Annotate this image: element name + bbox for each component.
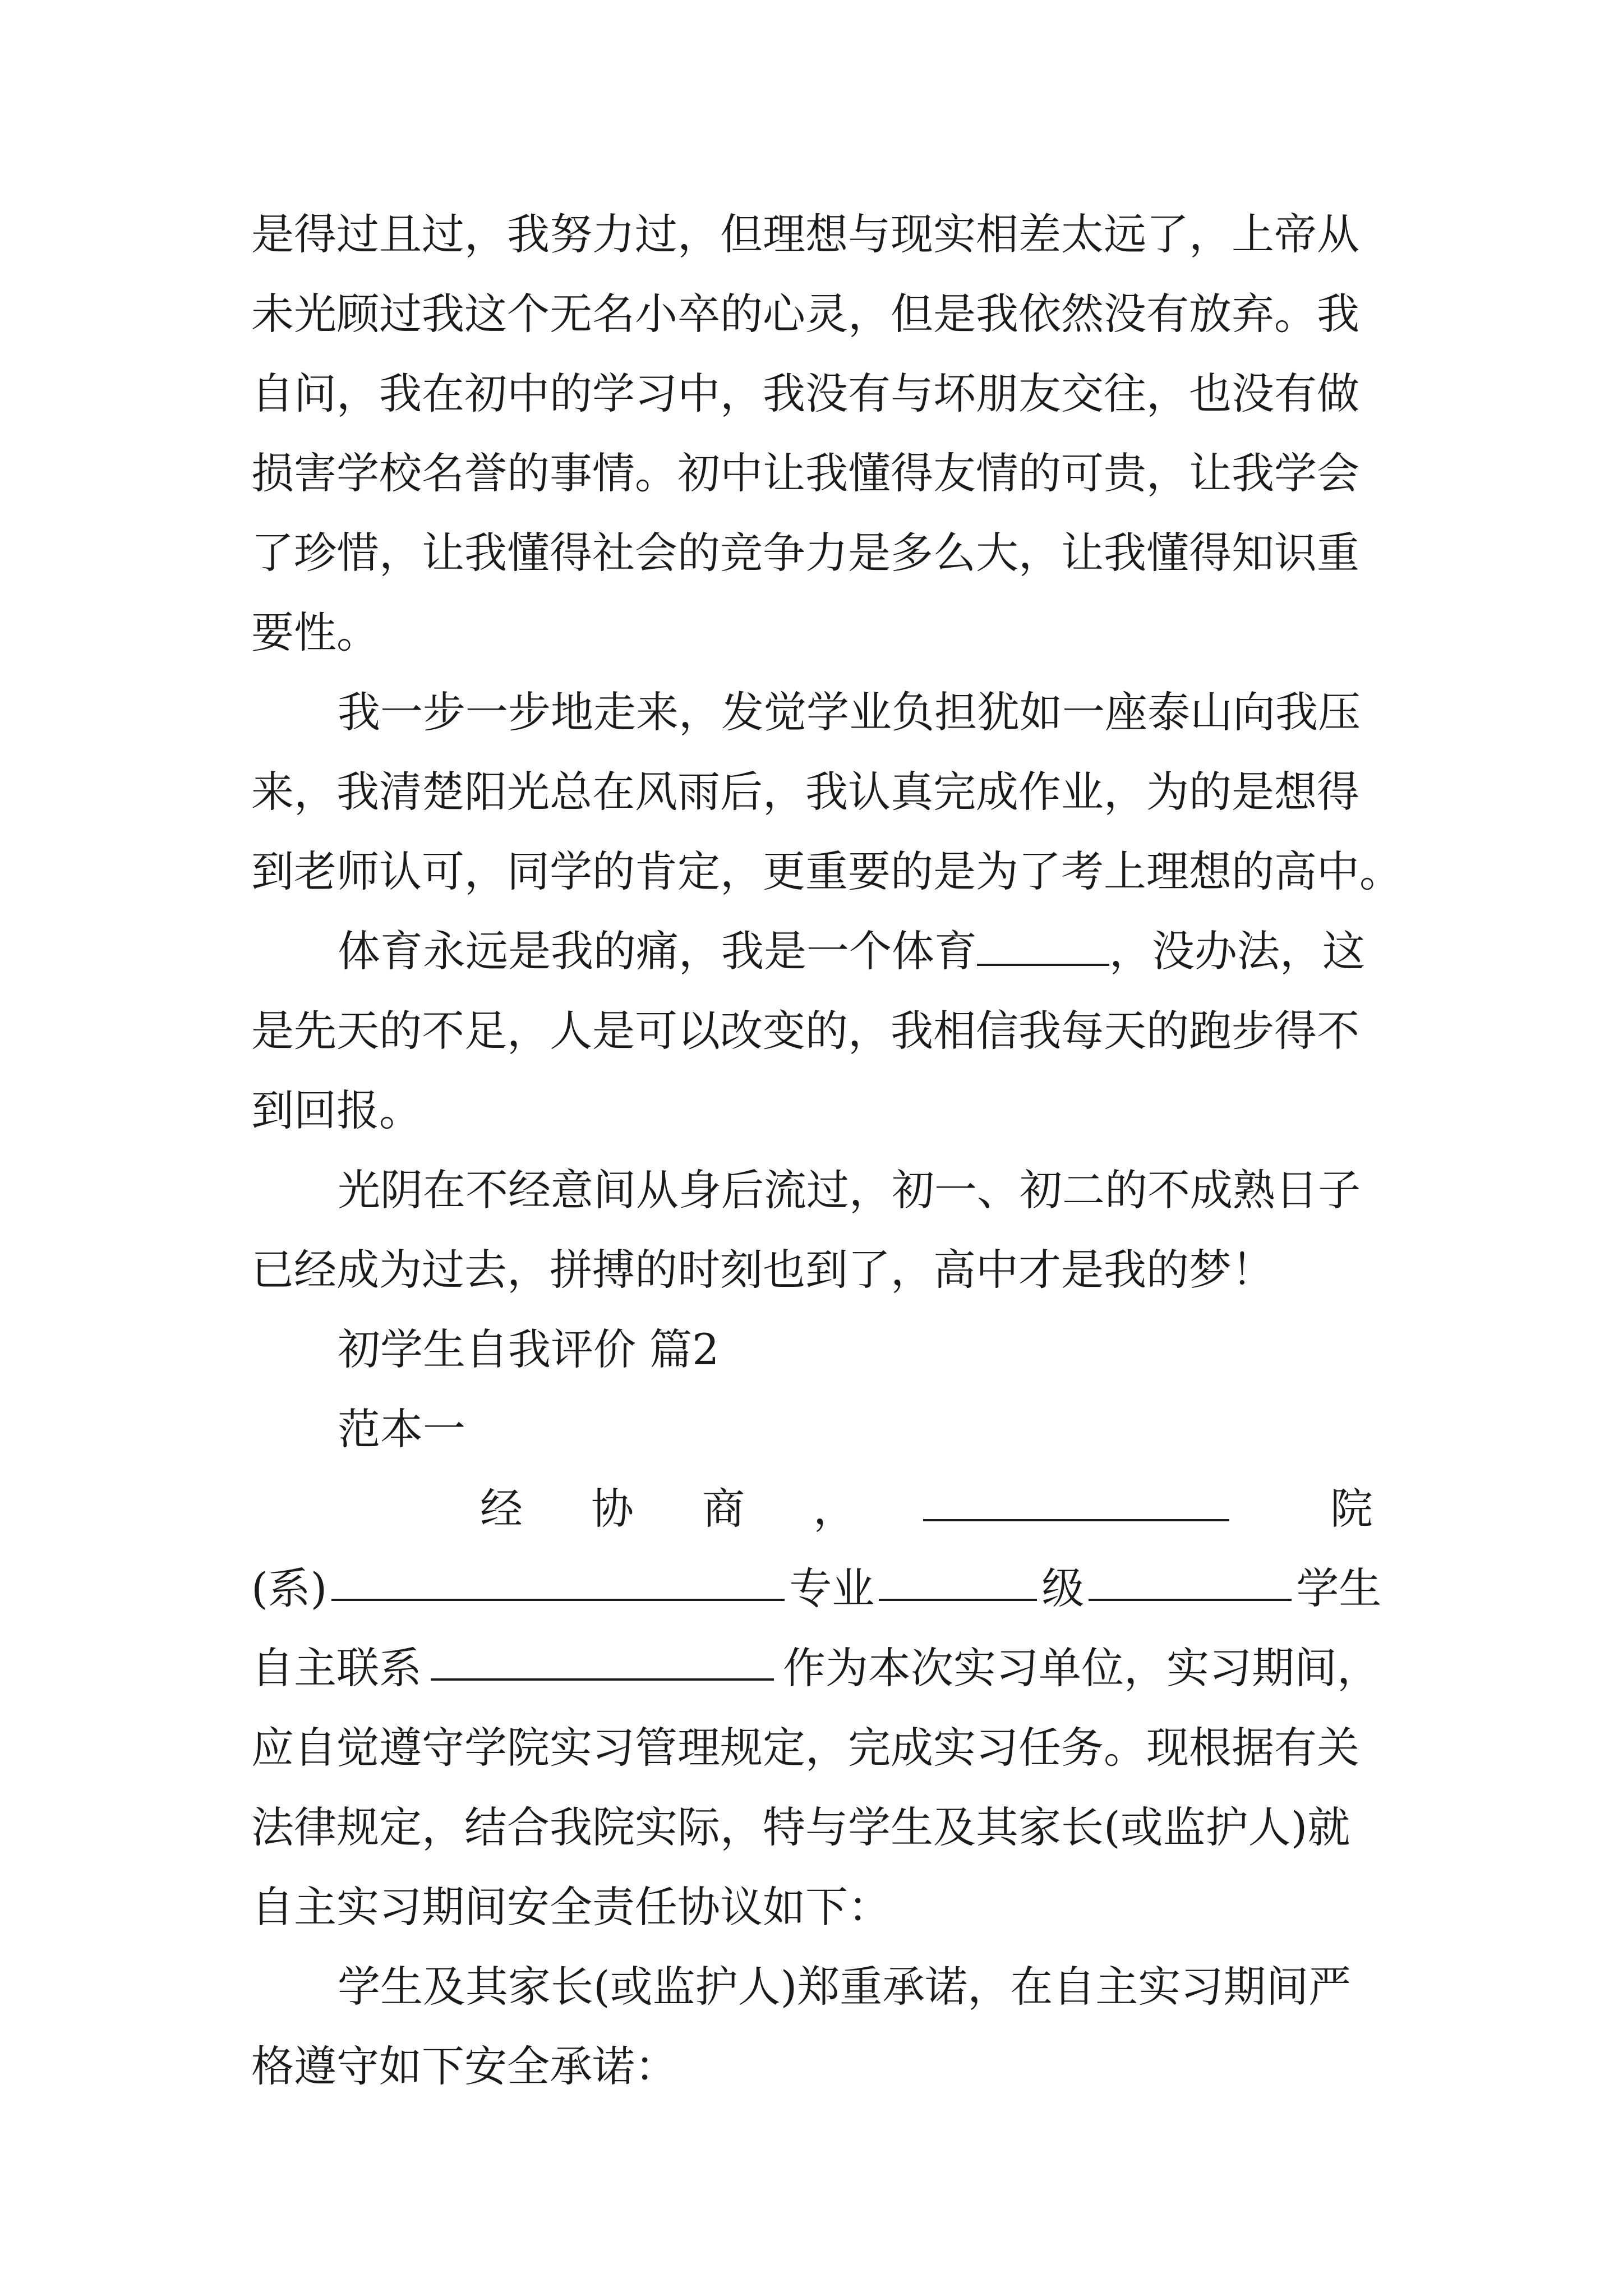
text-segment: 学生 bbox=[1296, 1563, 1382, 1613]
text-line: 法律规定，结合我院实际，特与学生及其家长(或监护人)就 bbox=[251, 1802, 1350, 1852]
fill-blank bbox=[923, 1497, 1229, 1521]
agreement-line bbox=[480, 1481, 1373, 1537]
text-line bbox=[338, 923, 1365, 979]
text-line: 学生及其家长(或监护人)郑重承诺，在自主实习期间严 bbox=[338, 1962, 1352, 2012]
section-heading: 初学生自我评价 篇2 bbox=[338, 1324, 720, 1374]
text-segment: 协 bbox=[591, 1484, 634, 1534]
fill-blank bbox=[431, 1656, 774, 1681]
text-segment: 级 bbox=[1041, 1563, 1085, 1613]
text-line: 光阴在不经意间从身后流过，初一、初二的不成熟日子 bbox=[338, 1165, 1361, 1215]
text-segment: 院 bbox=[1330, 1484, 1373, 1534]
text-line: 是先天的不足，人是可以改变的，我相信我每天的跑步得不 bbox=[251, 1006, 1359, 1056]
text-line: 自问，我在初中的学习中，我没有与坏朋友交往，也没有做 bbox=[251, 369, 1359, 418]
agreement-line bbox=[251, 1640, 1380, 1696]
fill-blank bbox=[1089, 1576, 1292, 1601]
text-segment: 自主联系 bbox=[251, 1643, 422, 1693]
text-line: 到回报。 bbox=[251, 1085, 422, 1135]
text-segment: 专业 bbox=[789, 1563, 875, 1613]
text-line: 已经成为过去，拼搏的时刻也到了，高中才是我的梦！ bbox=[251, 1245, 1274, 1295]
text-line: 了珍惜，让我懂得社会的竞争力是多么大，让我懂得知识重 bbox=[251, 528, 1359, 578]
text-line: 我一步一步地走来，发觉学业负担犹如一座泰山向我压 bbox=[338, 687, 1361, 737]
text-line: 是得过且过，我努力过，但理想与现实相差太远了，上帝从 bbox=[251, 209, 1359, 259]
text-line: 未光顾过我这个无名小卒的心灵，但是我依然没有放弃。我 bbox=[251, 289, 1359, 339]
sample-label: 范本一 bbox=[338, 1404, 465, 1454]
text-segment: 作为本次实习单位，实习期间， bbox=[783, 1643, 1380, 1693]
text-segment: 体育永远是我的痛，我是一个体育 bbox=[338, 926, 977, 976]
text-segment: ， bbox=[813, 1484, 856, 1534]
text-line: 损害学校名誉的事情。初中让我懂得友情的可贵，让我学会 bbox=[251, 448, 1359, 498]
text-line: 应自觉遵守学院实习管理规定，完成实习任务。现根据有关 bbox=[251, 1723, 1359, 1773]
agreement-line bbox=[251, 1561, 1381, 1617]
fill-blank bbox=[331, 1576, 785, 1601]
text-line: 自主实习期间安全责任协议如下： bbox=[251, 1882, 891, 1932]
fill-blank bbox=[977, 928, 1109, 966]
text-line: 来，我清楚阳光总在风雨后，我认真完成作业，为的是想得 bbox=[251, 767, 1359, 817]
text-segment: 经 bbox=[480, 1484, 523, 1534]
text-segment: 商 bbox=[702, 1484, 745, 1534]
text-line: 格遵守如下安全承诺： bbox=[251, 2041, 677, 2091]
text-line: 到老师认可，同学的肯定，更重要的是为了考上理想的高中。 bbox=[251, 846, 1402, 896]
fill-blank bbox=[879, 1576, 1037, 1601]
text-segment: ，没办法，这 bbox=[1109, 926, 1365, 976]
text-line: 要性。 bbox=[251, 608, 379, 657]
text-segment: (系) bbox=[251, 1563, 328, 1613]
